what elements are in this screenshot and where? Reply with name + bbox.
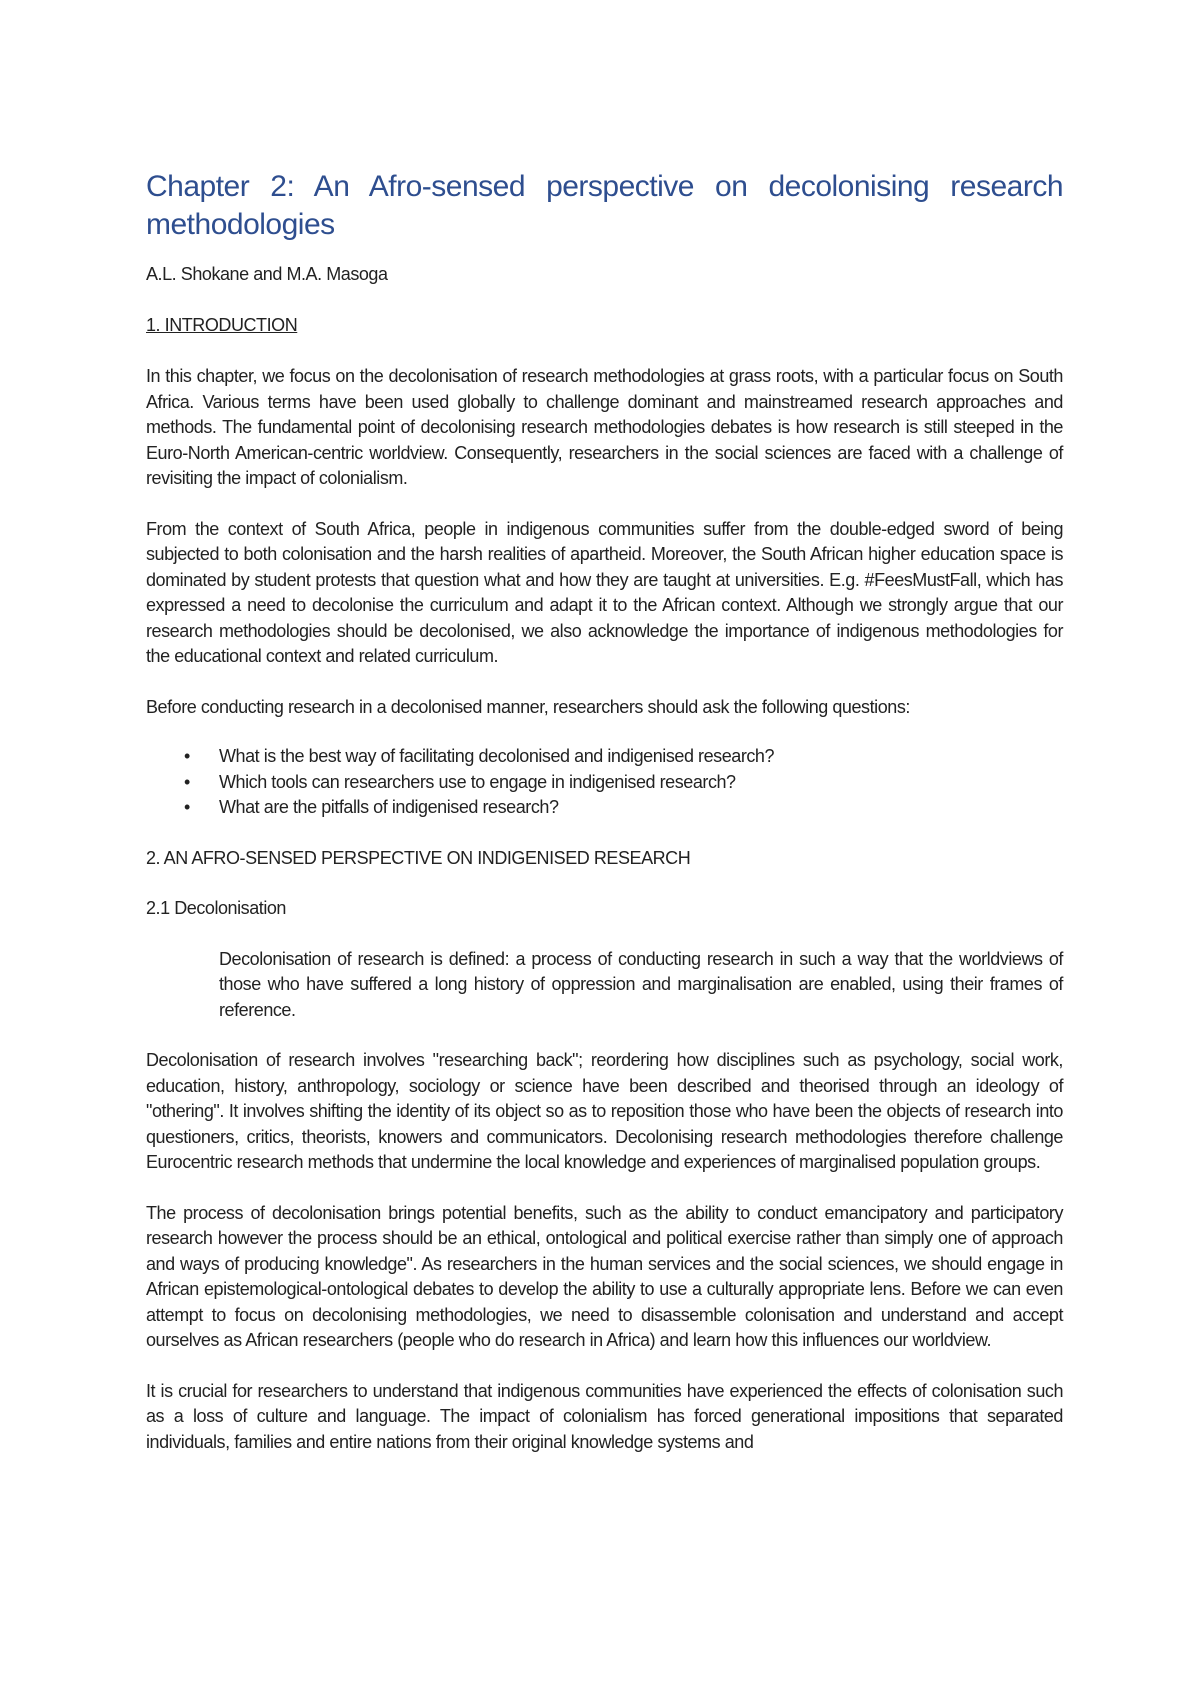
intro-paragraph-2: From the context of South Africa, people in indigenous communities suffer from the double-edged sword of being subjected to both colonisation and the harsh realities of apartheid. Moreover, the South African higher education space is dominated by student protests that question what and how they are taught at universities. E.g. #FeesMustFall, which has expressed a need to decolonise the curriculum and adapt it to the African context. Although we strongly argue that our research methodologies should be decolonised, we also acknowledge the importance of indigenous methodologies for the educational context and related curriculum. bbox=[146, 518, 1063, 666]
document-content bbox=[146, 168, 1063, 1455]
section2-paragraph-1: Decolonisation of research involves "researching back"; reordering how disciplines such as psychology, social work, education, history, anthropology, sociology or science have been described and theorised through an ideology of "othering". It involves shifting the identity of its object so as to reposition those who have been the objects of research into questioners, critics, theorists, knowers and communicators. Decolonising research methodologies therefore challenge Eurocentric research methods that undermine the local knowledge and experiences of marginalised population groups. bbox=[146, 1050, 1063, 1172]
bullet-icon: • bbox=[184, 771, 190, 792]
list-item bbox=[146, 744, 1063, 770]
bullet-icon: • bbox=[184, 746, 190, 766]
authors-line: A.L. Shokane and M.A. Masoga bbox=[146, 264, 388, 284]
intro-paragraph-3: Before conducting research in a decolonised manner, researchers should ask the following questions: bbox=[146, 696, 910, 717]
section2-paragraph-2: The process of decolonisation brings potential benefits, such as the ability to conduct emancipatory and participatory research however the process should be an ethical, ontological and political exercise rather than simply one of approach and ways of producing knowledge". As researchers in the human services and the social sciences, we should engage in African epistemological-ontological debates to develop the ability to use a culturally appropriate lens. Before we can even attempt to focus on decolonising methodologies, we need to disassemble colonisation and understand and accept ourselves as African researchers (people who do research in Africa) and learn how this influences our worldview. bbox=[146, 1202, 1063, 1350]
section-heading-introduction: 1. INTRODUCTION bbox=[146, 314, 298, 335]
bullet-icon: • bbox=[184, 797, 190, 817]
subsection-heading-decolonisation: 2.1 Decolonisation bbox=[146, 898, 286, 918]
list-item bbox=[146, 795, 1063, 821]
chapter-title: Chapter 2: An Afro-sensed perspective on decolonising research methodologies bbox=[146, 170, 1063, 241]
question-text-3: What are the pitfalls of indigenised research? bbox=[219, 797, 559, 817]
questions-list bbox=[146, 744, 1063, 821]
definition-block-quote: Decolonisation of research is defined: a process of conducting research in such a way that the worldviews of those who have suffered a long history of oppression and marginalisation are enabled, using their frames of reference. bbox=[219, 948, 1063, 1020]
question-text-2: Which tools can researchers use to engage in indigenised research? bbox=[219, 771, 736, 792]
section2-paragraph-3: It is crucial for researchers to understand that indigenous communities have experienced the effects of colonisation such as a loss of culture and language. The impact of colonialism has forced generational impositions that separated individuals, families and entire nations from their original knowledge systems and bbox=[146, 1380, 1063, 1452]
intro-paragraph-1: In this chapter, we focus on the decolonisation of research methodologies at grass roots, with a particular focus on South Africa. Various terms have been used globally to challenge dominant and mainstreamed research approaches and methods. The fundamental point of decolonising research methodologies debates is how research is still steeped in the Euro-North American-centric worldview. Consequently, researchers in the social sciences are faced with a challenge of revisiting the impact of colonialism. bbox=[146, 366, 1063, 488]
list-item bbox=[146, 770, 1063, 796]
question-text-1: What is the best way of facilitating decolonised and indigenised research? bbox=[219, 746, 775, 766]
section-heading-afro-sensed: 2. AN AFRO-SENSED PERSPECTIVE ON INDIGENISED RESEARCH bbox=[146, 847, 691, 868]
